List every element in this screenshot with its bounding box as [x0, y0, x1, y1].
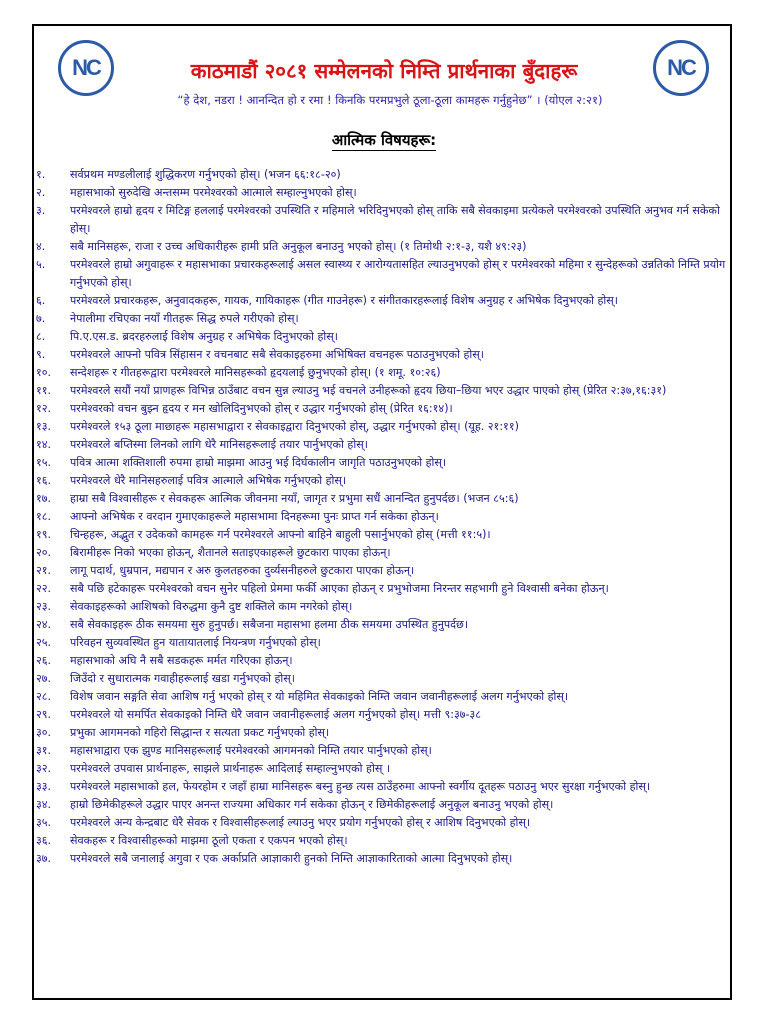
prayer-point-text: महासभाद्वारा एक झुण्ड मानिसहरूलाई परमेश्वरको आगमनको निम्ति तयार पार्नुभएको होस्।: [70, 744, 432, 757]
prayer-point-number: १३.: [36, 420, 52, 433]
prayer-point-number: ८.: [36, 330, 46, 343]
theme-verse: “हे देश, नडरा ! आनन्दित हो र रमा ! किनकि परमप्रभुले ठूला-ठूला कामहरू गर्नुहुनेछ” । (योएल २:२१): [177, 93, 603, 107]
prayer-point-number: ३१.: [36, 744, 52, 757]
prayer-point-number: ३३.: [36, 780, 52, 793]
prayer-point: [36, 490, 726, 508]
prayer-point: [36, 166, 726, 184]
prayer-point: [36, 688, 726, 706]
prayer-point-text: बिरामीहरू निको भएका होऊन्, शैतानले सताइएकाहरूले छुटकारा पाएका होऊन्।: [70, 546, 391, 559]
prayer-point: [36, 418, 726, 436]
prayer-point: [36, 778, 726, 796]
prayer-point: [36, 400, 726, 418]
prayer-point-text: सेवकहरू र विश्वासीहरूको माझमा ठूलो एकता र एकपन भएको होस्।: [70, 834, 348, 847]
prayer-point-number: १२.: [36, 402, 52, 415]
prayer-point-number: ११.: [36, 384, 52, 397]
prayer-point-text: सन्देशहरू र गीतहरूद्वारा परमेश्वरले मानिसहरूको हृदयलाई छुनुभएको होस्। (१ शमू. १०:२६): [70, 366, 441, 379]
prayer-point-number: ६.: [36, 294, 46, 307]
prayer-point-text: परमेश्वरले हाम्रो अगुवाहरू र महासभाका प्रचारकहरूलाई असल स्वास्थ्य र आरोग्यतासहित ल्याउनुभएको होस् र परमेश्वरको महिमा र सुन्देहरूको उन्नतिको निम्ति प्रयोग गर्नुभएको होस्।: [70, 258, 726, 289]
prayer-point-text: सबै सेवकाइहरू ठीक समयमा सुरु हुनुपर्छ। सबैजना महासभा हलमा ठीक समयमा उपस्थित हुनुपर्दछ।: [70, 618, 469, 631]
nc-logo-left-text: NC: [72, 55, 100, 80]
nc-logo-left: [58, 40, 114, 96]
prayer-point-text: प्रभुका आगमनको गहिरो सिद्धान्त र सत्यता प्रकट गर्नुभएको होस्।: [70, 726, 330, 739]
prayer-point: [36, 382, 726, 400]
prayer-point: [36, 436, 726, 454]
prayer-point-number: १.: [36, 168, 46, 181]
prayer-point-text: परमेश्वरले धेरै मानिसहरुलाई पवित्र आत्माले अभिषेक गर्नुभएको होस्।: [70, 474, 347, 487]
prayer-point-text: परमेश्वरले बप्तिस्मा लिनको लागि धेरै मानिसहरूलाई तयार पार्नुभएको होस्।: [70, 438, 368, 451]
prayer-point-text: परमेश्वरले हाम्रो हृदय र मिटिङ्ग हललाई परमेश्वरको उपस्थिति र महिमाले भरिदिनुभएको होस् ताकि सबै सेवकाइमा प्रत्येकले परमेश्वरको उपस्थिति अनुभव गर्न सकेको होस्।: [70, 204, 720, 235]
prayer-point: [36, 850, 726, 868]
prayer-point-number: ३४.: [36, 798, 52, 811]
prayer-point-number: २०.: [36, 546, 52, 559]
prayer-point-text: सबै पछि हटेकाहरू परमेश्वरको वचन सुनेर पहिलो प्रेममा फर्की आएका होऊन् र प्रभुभोजमा निरन्तर सहभागी हुने विश्वासी बनेका होऊन्।: [70, 582, 609, 595]
prayer-point: [36, 742, 726, 760]
prayer-points-list: [36, 166, 726, 868]
prayer-point: [36, 202, 726, 238]
prayer-point-text: सर्वप्रथम मण्डलीलाई शुद्धिकरण गर्नुभएको होस्। (भजन ६६:१८-२०): [70, 168, 341, 181]
prayer-point-text: परमेश्वरले १५३ ठूला माछाहरू महासभाद्वारा र सेवकाइद्वारा दिनुभएको होस्, उद्धार गर्नुभएको होस्। (यूह. २१:११): [70, 420, 519, 433]
prayer-point-text: पि.ए.एस.ड. ब्रदरहरुलाई विशेष अनुग्रह र अभिषेक दिनुभएको होस्।: [70, 330, 338, 343]
prayer-point: [36, 562, 726, 580]
prayer-point-number: २३.: [36, 600, 52, 613]
prayer-point-number: ९.: [36, 348, 46, 361]
prayer-point-text: परमेश्वरले सयौं नयाँ प्राणहरू विभिन्न ठाउँबाट वचन सुन्न ल्याउनु भई वचनले उनीहरूको हृदय छिया–छिया भएर उद्धार पाएको होस् (प्रेरित २:३७,१६:३१): [70, 384, 667, 397]
prayer-point-text: हाम्रो छिमेकीहरूले उद्धार पाएर अनन्त राज्यमा अधिकार गर्न सकेका होऊन् र छिमेकीहरूलाई अनुकूल बनाउनु भएको होस्।: [70, 798, 554, 811]
nc-logo-right-text: NC: [667, 55, 695, 80]
prayer-point-number: ४.: [36, 240, 46, 253]
prayer-point: [36, 184, 726, 202]
prayer-point-number: २४.: [36, 618, 52, 631]
prayer-point-text: परमेश्वरले महासभाको हल, फेयरहोम र जहाँ हाम्रा मानिसहरू बस्नु हुन्छ त्यस ठाउँहरुमा आफ्नो स्वर्गीय दूतहरू पठाउनु भएर सुरक्षा गर्नुभएको होस्।: [70, 780, 651, 793]
prayer-point: [36, 760, 726, 778]
prayer-point-number: ३७.: [36, 852, 52, 865]
prayer-point: [36, 472, 726, 490]
prayer-point: [36, 508, 726, 526]
prayer-point-number: १९.: [36, 528, 52, 541]
prayer-point-text: परमेश्वरले आफ्नो पवित्र सिंहासन र वचनबाट सबै सेवकाइहरुमा अभिषिक्त वचनहरू पठाउनुभएको होस्।: [70, 348, 484, 361]
prayer-point: [36, 544, 726, 562]
prayer-point-text: परमेश्वरले यो समर्पित सेवकाइको निम्ति धेरै जवान जवानीहरूलाई अलग गर्नुभएको होस्। मत्ती ९:३७-३८: [70, 708, 482, 721]
prayer-point-number: ५.: [36, 258, 46, 271]
prayer-point: [36, 724, 726, 742]
prayer-point-text: परमेश्वरले अन्य केन्द्रबाट धेरै सेवक र विश्वासीहरूलाई ल्याउनु भएर प्रयोग गर्नुभएको होस् र आशिष दिनुभएको होस्।: [70, 816, 531, 829]
section-heading-text: आत्मिक विषयहरू:: [331, 131, 437, 149]
prayer-point-number: १८.: [36, 510, 52, 523]
prayer-point-text: पवित्र आत्मा शक्तिशाली रुपमा हाम्रो माझमा आउनु भई दिर्घकालीन जागृति पठाउनुभएको होस्।: [70, 456, 447, 469]
prayer-point: [36, 454, 726, 472]
prayer-point-text: नेपालीमा रचिएका नयाँ गीतहरू सिद्ध रुपले गरीएको होस्।: [70, 312, 299, 325]
prayer-point-number: ३६.: [36, 834, 52, 847]
page-title: काठमाडौं २०८१ सम्मेलनको निम्ति प्रार्थनाका बुँदाहरू: [190, 59, 578, 83]
prayer-point-number: १६.: [36, 474, 52, 487]
prayer-point: [36, 796, 726, 814]
prayer-point-number: २१.: [36, 564, 52, 577]
prayer-point: [36, 616, 726, 634]
prayer-point: [36, 814, 726, 832]
prayer-point: [36, 832, 726, 850]
prayer-point-text: सेवकाइहरूको आशिषको विरुद्धमा कुनै दुष्ट शक्तिले काम नगरेको होस्।: [70, 600, 353, 613]
prayer-point-text: परमेश्वरले प्रचारकहरू, अनुवादकहरू, गायक, गायिकाहरू (गीत गाउनेहरू) र संगीतकारहरूलाई विशेष अनुग्रह र अभिषेक दिनुभएको होस्।: [70, 294, 619, 307]
prayer-point-text: सबै मानिसहरू, राजा र उच्च अधिकारीहरू हामी प्रति अनुकूल बनाउनु भएको होस्। (१ तिमोथी २:१-३, यशै ४९:२३): [70, 240, 527, 253]
prayer-point-text: आफ्नो अभिषेक र वरदान गुमाएकाहरूले महासभामा दिनहरूमा पुनः प्राप्त गर्न सकेका होऊन्।: [70, 510, 439, 523]
nc-logo-right: [653, 40, 709, 96]
prayer-point-text: जिउँदो र सुधारात्मक गवाहीहरूलाई खडा गर्नुभएको होस्।: [70, 672, 296, 685]
prayer-point-text: चिन्हहरू, अद्भुत र उदेकको कामहरू गर्न परमेश्वरले आफ्नो बाहिने बाहुली पसार्नुभएको होस् (मत्ती ११:५)।: [70, 528, 491, 541]
prayer-point: [36, 598, 726, 616]
prayer-point: [36, 580, 726, 598]
prayer-point: [36, 292, 726, 310]
section-heading: [0, 130, 768, 150]
prayer-point: [36, 346, 726, 364]
prayer-point-number: २५.: [36, 636, 52, 649]
prayer-point-number: १०.: [36, 366, 52, 379]
prayer-point-number: १५.: [36, 456, 52, 469]
prayer-point-text: हाम्रा सबै विश्वासीहरू र सेवकहरू आत्मिक जीवनमा नयाँ, जागृत र प्रभुमा सधैं आनन्दित हुनुपर्दछ। (भजन ८५:६): [70, 492, 519, 505]
prayer-point: [36, 706, 726, 724]
prayer-point-number: २९.: [36, 708, 52, 721]
prayer-point: [36, 634, 726, 652]
prayer-point-text: परमेश्वरले सबै जनालाई अगुवा र एक अर्काप्रति आज्ञाकारी हुनको निम्ति आज्ञाकारिताको आत्मा दिनुभएको होस्।: [70, 852, 513, 865]
prayer-point: [36, 364, 726, 382]
prayer-point-number: ३२.: [36, 762, 52, 775]
prayer-point-number: २६.: [36, 654, 52, 667]
prayer-point-number: २२.: [36, 582, 52, 595]
prayer-point-text: महासभाको सुरुदेखि अन्तसम्म परमेश्वरको आत्माले सम्हाल्नुभएको होस्।: [70, 186, 357, 199]
prayer-point-number: ३०.: [36, 726, 52, 739]
prayer-point-number: २७.: [36, 672, 52, 685]
prayer-point-number: १४.: [36, 438, 52, 451]
prayer-point: [36, 652, 726, 670]
prayer-point-text: परमेश्वरले उपवास प्रार्थनाहरू, साझले प्रार्थनाहरू आदिलाई सम्हाल्नुभएको होस् ।: [70, 762, 391, 775]
prayer-point: [36, 328, 726, 346]
prayer-point-number: १७.: [36, 492, 52, 505]
prayer-point-text: विशेष जवान सङ्गति सेवा आशिष गर्नु भएको होस् र यो महिमित सेवकाइको निम्ति जवान जवानीहरूलाई अलग गर्नुभएको होस्।: [70, 690, 569, 703]
prayer-point-number: ३५.: [36, 816, 52, 829]
prayer-point: [36, 256, 726, 292]
prayer-point-text: परमेश्वरको वचन बुझ्न हृदय र मन खोलिदिनुभएको होस् र उद्धार गर्नुभएको होस् (प्रेरित १६:१४)।: [70, 402, 453, 415]
prayer-point-number: ३.: [36, 204, 46, 217]
prayer-point: [36, 238, 726, 256]
prayer-point-number: ७.: [36, 312, 46, 325]
prayer-point: [36, 526, 726, 544]
prayer-point-number: २८.: [36, 690, 52, 703]
prayer-point-text: महासभाको अघि नै सबै सडकहरू मर्मत गरिएका होऊन्।: [70, 654, 293, 667]
prayer-point-text: लागू पदार्थ, धुम्रपान, मद्यपान र अरु कुलतहरुका दुर्व्यसनीहरुले छुटकारा पाएका होऊन्।: [70, 564, 415, 577]
prayer-point-text: परिवहन सुव्यवस्थित हुन यातायातलाई नियन्त्रण गर्नुभएको होस्।: [70, 636, 321, 649]
prayer-point: [36, 670, 726, 688]
prayer-point: [36, 310, 726, 328]
prayer-point-number: २.: [36, 186, 46, 199]
